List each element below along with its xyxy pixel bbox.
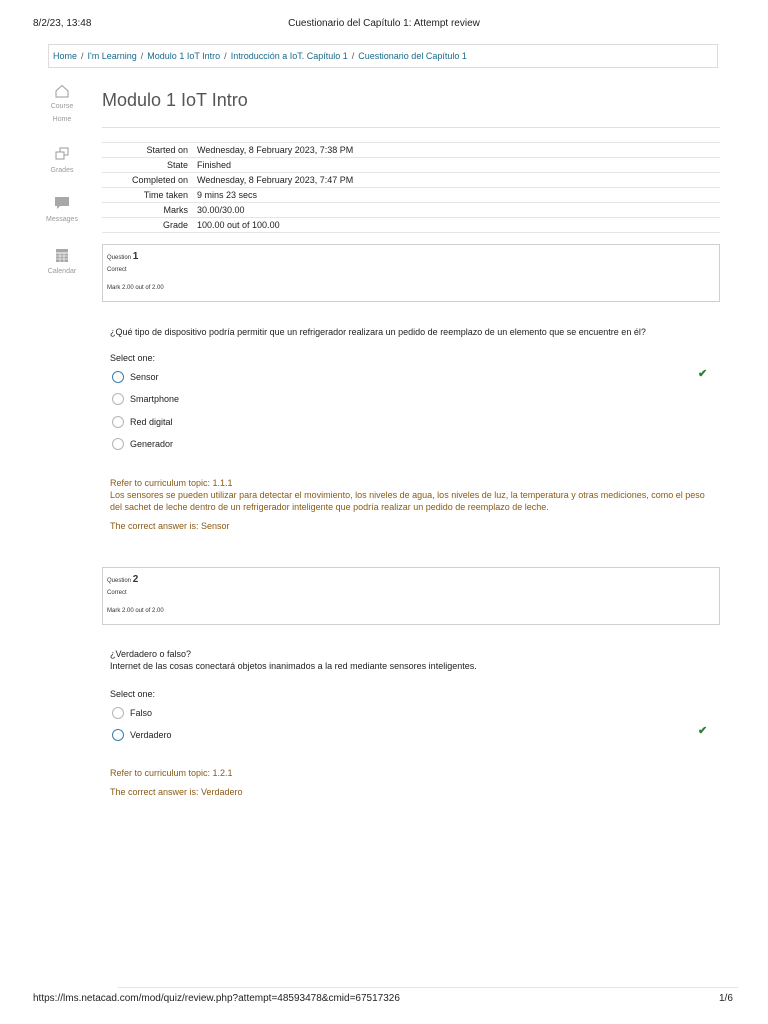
print-date: 8/2/23, 13:48: [33, 18, 92, 29]
summary-row: [102, 158, 720, 173]
radio-unselected[interactable]: [112, 707, 124, 719]
question-state: Correct: [107, 590, 127, 596]
answer-option-generador[interactable]: [112, 438, 173, 450]
answer-option-verdadero[interactable]: [112, 729, 172, 741]
sidebar-item-calendar[interactable]: [38, 248, 86, 278]
breadcrumb-separator: /: [224, 51, 227, 61]
radio-unselected[interactable]: [112, 393, 124, 405]
messages-icon: [54, 196, 70, 211]
sidebar-item-label: Messages: [46, 216, 78, 223]
summary-key: Grade: [102, 218, 197, 233]
radio-selected[interactable]: [112, 371, 124, 383]
question-text-line: ¿Verdadero o falso?: [110, 649, 192, 659]
question-label: Question: [107, 578, 132, 584]
radio-selected[interactable]: [112, 729, 124, 741]
question-mark: Mark 2.00 out of 2.00: [107, 608, 164, 614]
sidebar-item-label: Grades: [50, 167, 74, 174]
option-label: Sensor: [130, 372, 159, 382]
question-2-text: [110, 648, 477, 672]
summary-key: Started on: [102, 143, 197, 158]
correct-answer: The correct answer is: Sensor: [110, 521, 230, 531]
grades-icon: [54, 146, 70, 162]
print-url: https://lms.netacad.com/mod/quiz/review.php?attempt=48593478&cmid=67517326: [33, 993, 400, 1004]
answer-option-smartphone[interactable]: [112, 393, 179, 405]
question-label: Question: [107, 255, 132, 261]
answer-option-falso[interactable]: [112, 707, 152, 719]
summary-row: [102, 203, 720, 218]
breadcrumb-chapter[interactable]: Introducción a IoT. Capítulo 1: [230, 51, 348, 61]
sidebar-item-messages[interactable]: [38, 196, 86, 226]
question-1-feedback: [110, 477, 720, 532]
breadcrumb-separator: /: [81, 51, 84, 61]
breadcrumb-separator: /: [140, 51, 144, 61]
question-number: [107, 574, 138, 585]
summary-row: [102, 188, 720, 203]
question-text-line: ¿Qué tipo de dispositivo podría permitir que un refrigerador realizara un pedido de reemplazo de un elemento que se encuentre en él?: [110, 327, 646, 337]
radio-unselected[interactable]: [112, 438, 124, 450]
question-2-feedback: [110, 767, 720, 798]
question-text-line: Internet de las cosas conectará objetos inanimados a la red mediante sensores inteligentes.: [110, 661, 477, 671]
summary-key: State: [102, 158, 197, 173]
print-title: Cuestionario del Capítulo 1: Attempt review: [288, 18, 480, 29]
summary-row: [102, 143, 720, 158]
summary-value: Finished: [197, 158, 720, 173]
question-number: [107, 251, 138, 262]
explanation-line: Los sensores se pueden utilizar para detectar el movimiento, los niveles de agua, los niveles de luz, la temperatura y otras mediciones, como el peso: [110, 490, 705, 500]
correct-answer: The correct answer is: Verdadero: [110, 787, 243, 797]
summary-key: Completed on: [102, 173, 197, 188]
correct-check-icon: ✔: [698, 368, 708, 380]
explanation-line: del sachet de leche dentro de un refrigerador inteligente que podría realizar un pedido de reemplazo de leche.: [110, 502, 549, 512]
correct-check-icon: ✔: [698, 725, 708, 737]
home-icon: [54, 84, 70, 98]
print-header: [0, 18, 768, 32]
footer-divider: [118, 987, 738, 988]
summary-key: Time taken: [102, 188, 197, 203]
option-label: Red digital: [130, 417, 173, 427]
attempt-summary-table: [102, 142, 720, 233]
page-title: Modulo 1 IoT Intro: [102, 90, 248, 110]
breadcrumb-separator: /: [351, 51, 355, 61]
sidebar-item-grades[interactable]: [38, 146, 86, 177]
curriculum-topic: Refer to curriculum topic: 1.2.1: [110, 768, 233, 778]
question-1-text: [110, 326, 646, 338]
select-one-label: Select one:: [110, 353, 156, 363]
option-label: Falso: [130, 708, 153, 718]
breadcrumb-home[interactable]: Home: [53, 51, 78, 61]
select-one-label: Select one:: [110, 689, 156, 699]
calendar-icon: [54, 248, 70, 263]
sidebar-item-label: Course Home: [50, 103, 74, 123]
summary-row: [102, 173, 720, 188]
divider: [102, 127, 720, 128]
summary-row: [102, 218, 720, 233]
question-number-value: 2: [132, 574, 139, 585]
summary-value: 9 mins 23 secs: [197, 188, 720, 203]
sidebar-item-course-home[interactable]: [38, 84, 86, 126]
question-number-value: 1: [132, 251, 139, 262]
option-label: Smartphone: [130, 394, 180, 404]
breadcrumb-course[interactable]: Modulo 1 IoT Intro: [147, 51, 221, 61]
question-mark: Mark 2.00 out of 2.00: [107, 285, 164, 291]
curriculum-topic: Refer to curriculum topic: 1.1.1: [110, 478, 233, 488]
question-2-info: [102, 567, 720, 625]
option-label: Generador: [130, 439, 174, 449]
breadcrumb-quiz[interactable]: Cuestionario del Capítulo 1: [358, 51, 467, 61]
answer-option-red-digital[interactable]: [112, 416, 173, 428]
breadcrumb: [48, 44, 718, 68]
sidebar-item-label: Calendar: [47, 268, 77, 275]
summary-value: 100.00 out of 100.00: [197, 218, 720, 233]
question-state: Correct: [107, 267, 127, 273]
page-number: 1/6: [719, 993, 733, 1004]
breadcrumb-im-learning[interactable]: I'm Learning: [87, 51, 137, 61]
answer-option-sensor[interactable]: [112, 371, 159, 383]
summary-value: 30.00/30.00: [197, 203, 720, 218]
summary-key: Marks: [102, 203, 197, 218]
radio-unselected[interactable]: [112, 416, 124, 428]
option-label: Verdadero: [130, 730, 172, 740]
summary-value: Wednesday, 8 February 2023, 7:38 PM: [197, 143, 720, 158]
summary-value: Wednesday, 8 February 2023, 7:47 PM: [197, 173, 720, 188]
question-1-info: [102, 244, 720, 302]
